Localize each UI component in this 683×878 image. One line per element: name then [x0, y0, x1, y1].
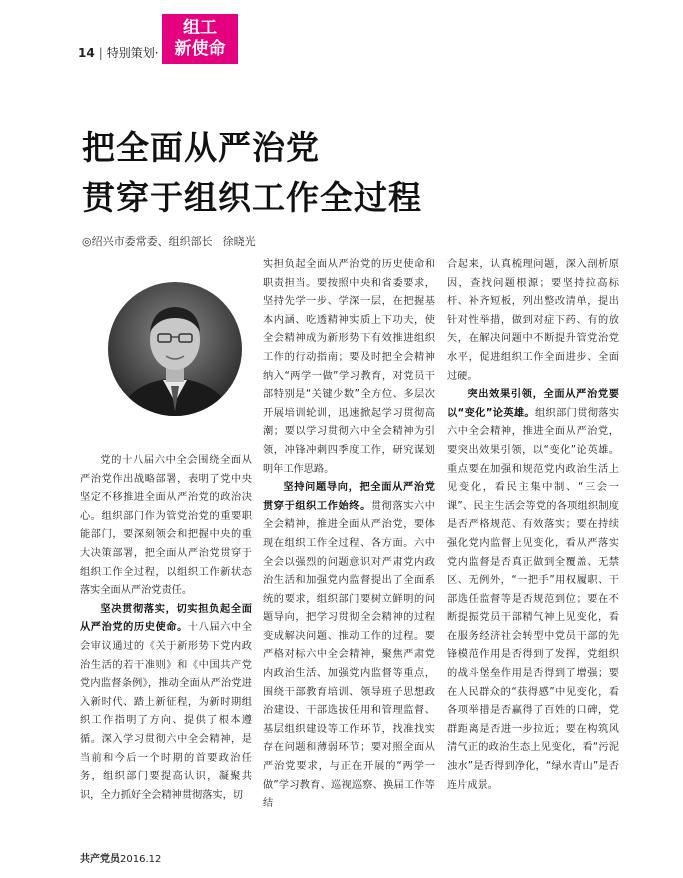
paragraph-continued-1: 实担负起全面从严治党的历史使命和职责担当。要按照中央和省委要求，坚持先学一步、学深一层，在把握基本内涵、吃透精神实质上下功夫，使全会精神成为新形势下有效推进组织工作的行动指南；要及时把全会精神纳入“两学一做”学习教育，对党员干部特别是“关键少数”全方位、多层次开展培训轮训，迅速掀起学习贯彻高潮；要以学习贯彻六中全会精神为引领，冲锋冲刺四季度工作，研究谋划明年工作思路。 [263, 259, 435, 475]
byline [82, 233, 256, 249]
section-label: 特别策划· [106, 46, 159, 60]
section-1-body: 十八届六中全会审议通过的《关于新形势下党内政治生活的若干准则》和《中国共产党党内监督条例》，推动全面从严治党进入新时代、踏上新征程，为新时期组织工作指明了方向、提供了根本遵循。深入学习贯彻六中全会精神，是当前和今后一个时期的首要政治任务，组织部门要提高认识，凝聚共识，全力抓好全会精神贯彻落实，切 [80, 622, 252, 801]
section-2-heading: 坚持问题导向，把全面从严治党贯穿于组织工作始终。 [263, 482, 435, 512]
text-column-3 [447, 256, 619, 795]
paragraph-continued-2: 合起来，认真梳理问题，深入剖析原因，查找问题根源；要坚持拉高标杆、补齐短板，列出整改清单，提出针对性举措，做到对症下药、有的放矢，在解决问题中不断提升管党治党水平，促进组织工作全面进步、全面过硬。 [447, 259, 619, 382]
text-column-1 [80, 452, 252, 805]
author-position: ◎绍兴市委常委、组织部长 [82, 235, 213, 248]
section-3-heading: 突出效果引领，全面从严治党要以“变化”论英雄。 [447, 389, 619, 419]
header-separator: | [98, 46, 103, 60]
badge-line-1: 组工 [183, 18, 217, 38]
paragraph-section-1 [80, 601, 252, 806]
issue-number: 2016.12 [120, 854, 162, 865]
section-2-body: 贯彻落实六中全会精神，推进全面从严治党，要体现在组织工作全过程、各方面。六中全会以强烈的问题意识对严肃党内政治生活和加强党内监督提出了全面系统的要求，组织部门要树立鲜明的问题导向，把学习贯彻全会精神的过程变成解决问题、推动工作的过程。要严格对标六中全会精神，聚焦严肃党内政治生活、加强党内监督等重点，围绕干部教育培训、领导班子思想政治建设、干部选拔任用和管理监督、基层组织建设等工作环节，找准找实存在问题和薄弱环节；要对照全面从严治党要求，与正在开展的“两学一做”学习教育、巡视巡察、换届工作等结 [263, 500, 435, 810]
paragraph-intro: 党的十八届六中全会围绕全面从严治党作出战略部署，表明了党中央坚定不移推进全面从严治党的政治决心。组织部门作为管党治党的重要职能部门，要深刻领会和把握中央的重大决策部署，把全面从严治党贯穿于组织工作全过程，以组织工作新状态落实全面从严治党责任。 [80, 455, 252, 597]
paragraph-section-3 [447, 386, 619, 795]
paragraph-section-2 [263, 479, 435, 814]
article-title-line-1: 把全面从严治党 [82, 128, 320, 167]
author-portrait [108, 282, 242, 416]
text-column-2 [263, 256, 435, 814]
section-1-heading: 坚决贯彻落实，切实担负起全面从严治党的历史使命。 [80, 603, 252, 634]
page-number: 14 [78, 46, 95, 60]
badge-line-2: 新使命 [174, 39, 226, 59]
column-badge [162, 14, 238, 64]
magazine-name: 共产党员 [80, 854, 120, 865]
author-name: 徐晓光 [222, 235, 256, 248]
section-3-body: 组织部门贯彻落实六中全会精神，推进全面从严治党，要突出效果引领，以“变化”论英雄。重点要在加强和规范党内政治生活上见变化，看民主集中制、“三会一课”、民主生活会等党的各项组织制度是否严格规范、有效落实；要在持续强化党内监督上见变化，看从严落实党内监督是否真正做到全覆盖、无禁区、无例外，“一把手”用权履职、干部选任监督等是否规范到位；要在不断提振党员干部精气神上见变化，看在服务经济社会转型中党员干部的先锋模范作用是否得到了发挥，党组织的战斗堡垒作用是否得到了增强；要在人民群众的“获得感”中见变化，看各项举措是否赢得了百姓的口碑，党群距离是否进一步拉近；要在构筑风清气正的政治生态上见变化，看“污泥浊水”是否得到净化，“绿水青山”是否连片成景。 [447, 407, 620, 791]
article-title-line-2: 贯穿于组织工作全过程 [82, 178, 422, 217]
portrait-image [108, 282, 242, 416]
page-footer [80, 850, 161, 865]
page-header [78, 44, 159, 61]
